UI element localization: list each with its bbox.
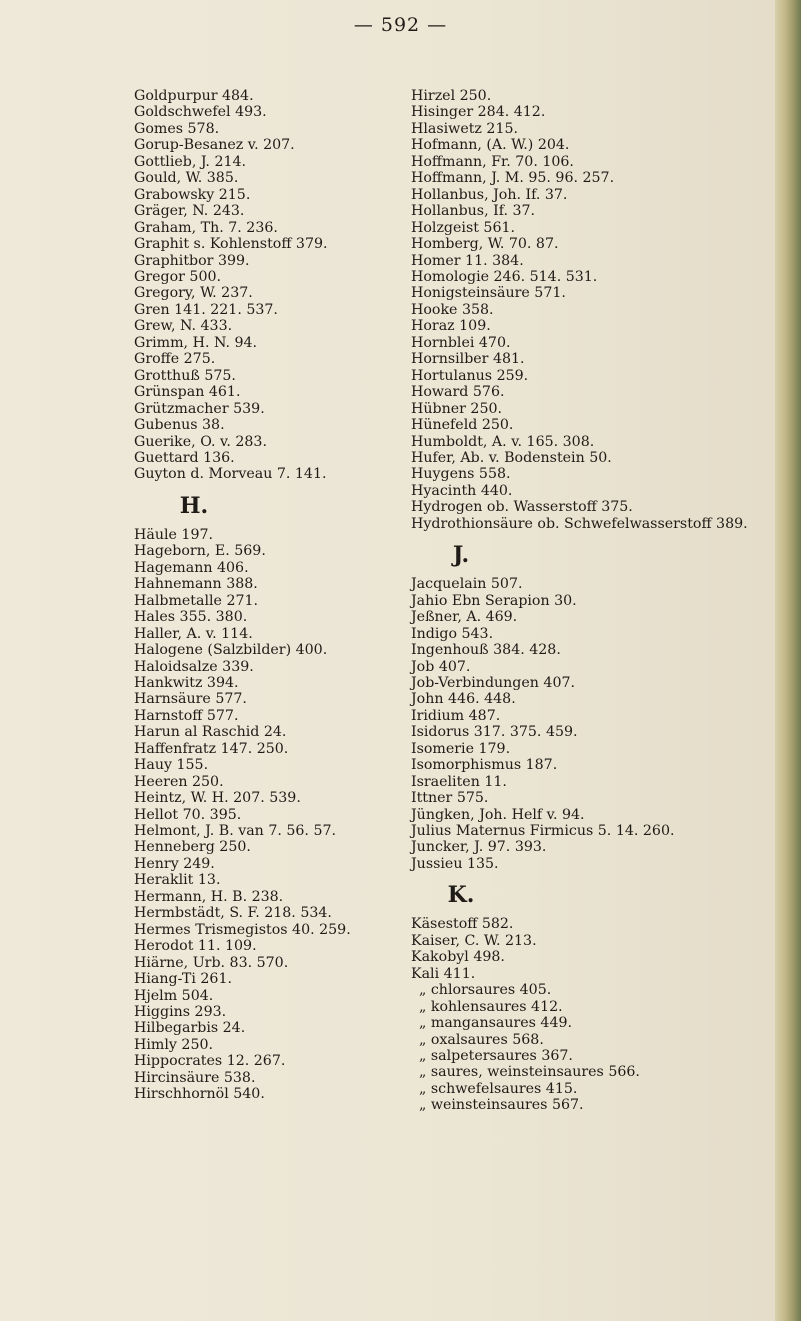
- index-entry: Homologie 246. 514. 531.: [411, 268, 598, 285]
- section-heading-h: H.: [179, 492, 209, 519]
- index-entry: John 446. 448.: [411, 691, 516, 708]
- index-entry: Hellot 70. 395.: [134, 806, 242, 823]
- index-entry: Gren 141. 221. 537.: [134, 301, 278, 318]
- index-entry: Halbmetalle 271.: [134, 592, 259, 609]
- index-entry: Hankwitz 394.: [134, 674, 239, 691]
- index-entry: Hermes Trismegistos 40. 259.: [134, 921, 351, 938]
- index-entry: Grotthuß 575.: [134, 367, 236, 384]
- index-entry: Harnsäure 577.: [134, 691, 247, 708]
- index-entry: Indigo 543.: [411, 625, 494, 642]
- index-entry: Homberg, W. 70. 87.: [411, 236, 559, 253]
- index-entry: Hauy 155.: [134, 757, 209, 774]
- index-entry: „ schwefelsaures 415.: [419, 1080, 578, 1097]
- index-entry: Julius Maternus Firmicus 5. 14. 260.: [411, 823, 675, 840]
- index-entry: Hortulanus 259.: [411, 367, 529, 384]
- index-entry: Hoffmann, J. M. 95. 96. 257.: [411, 170, 615, 187]
- index-entry: Hageborn, E. 569.: [134, 543, 266, 560]
- index-entry: Hircinsäure 538.: [134, 1069, 256, 1086]
- index-entry: Haloidsalze 339.: [134, 658, 254, 675]
- index-entry: Gorup-Besanez v. 207.: [134, 137, 295, 154]
- index-entry: Hermbstädt, S. F. 218. 534.: [134, 905, 332, 922]
- index-entry: Hagemann 406.: [134, 559, 249, 576]
- index-entry: Isidorus 317. 375. 459.: [411, 724, 578, 741]
- index-entry: Isomorphismus 187.: [411, 757, 558, 774]
- index-entry: „ oxalsaures 568.: [419, 1031, 544, 1048]
- index-entry: Hlasiwetz 215.: [411, 120, 519, 137]
- index-entry: Hooke 358.: [411, 301, 494, 318]
- index-entry: Jahio Ebn Serapion 30.: [411, 592, 577, 609]
- index-entry: Hornsilber 481.: [411, 351, 525, 368]
- index-entry: Heeren 250.: [134, 773, 224, 790]
- index-entry: Hales 355. 380.: [134, 609, 248, 626]
- index-entry: Hoffmann, Fr. 70. 106.: [411, 153, 574, 170]
- index-entry: Job 407.: [411, 658, 471, 675]
- index-entry: Goldpurpur 484.: [134, 88, 254, 104]
- index-entry: Isomerie 179.: [411, 740, 511, 757]
- page-number: — 592 —: [353, 14, 448, 36]
- index-entry: Job-Verbindungen 407.: [411, 674, 576, 691]
- index-block-j: [411, 576, 791, 872]
- index-entry: Häule 197.: [134, 526, 214, 543]
- index-entry: Gubenus 38.: [134, 417, 225, 434]
- index-entry: Grew, N. 433.: [134, 318, 233, 335]
- index-entry: Hirschhornöl 540.: [134, 1086, 265, 1103]
- index-entry: Haller, A. v. 114.: [134, 625, 253, 642]
- index-entry: Grützmacher 539.: [134, 400, 265, 417]
- index-block-h-continued: [411, 88, 791, 532]
- index-entry: Graphitbor 399.: [134, 252, 250, 269]
- index-entry: Groffe 275.: [134, 351, 216, 368]
- index-entry: Graham, Th. 7. 236.: [134, 219, 278, 236]
- index-entry: Graphit s. Kohlenstoff 379.: [134, 236, 328, 253]
- index-entry: Higgins 293.: [134, 1004, 227, 1021]
- index-entry: Harun al Raschid 24.: [134, 724, 287, 741]
- index-entry: Harnstoff 577.: [134, 707, 239, 724]
- index-entry: Hydrothionsäure ob. Schwefelwasserstoff 389.: [411, 515, 748, 532]
- index-entry: Homer 11. 384.: [411, 252, 524, 269]
- index-entry: Hyacinth 440.: [411, 482, 513, 499]
- index-entry: Horaz 109.: [411, 318, 491, 335]
- index-entry: „ weinsteinsaures 567.: [419, 1097, 584, 1114]
- index-entry: Hiang-Ti 261.: [134, 971, 232, 988]
- index-entry: Hydrogen ob. Wasserstoff 375.: [411, 499, 633, 516]
- index-block-g: [134, 88, 434, 483]
- index-entry: Goldschwefel 493.: [134, 104, 267, 121]
- index-entry: Hübner 250.: [411, 400, 503, 417]
- section-heading-j: J.: [452, 542, 470, 569]
- index-entry: Jacquelain 507.: [411, 576, 523, 593]
- index-entry: Hufer, Ab. v. Bodenstein 50.: [411, 449, 612, 466]
- index-entry: Hermann, H. B. 238.: [134, 888, 284, 905]
- index-entry: Israeliten 11.: [411, 773, 507, 790]
- index-entry: Henneberg 250.: [134, 839, 251, 856]
- index-entry: Hollanbus, Joh. If. 37.: [411, 186, 568, 203]
- index-entry: Jeßner, A. 469.: [411, 609, 518, 626]
- index-entry: „ chlorsaures 405.: [419, 982, 552, 999]
- index-block-k-sub: [411, 982, 791, 1114]
- index-entry: „ saures, weinsteinsaures 566.: [419, 1064, 640, 1081]
- index-entry: Kali 411.: [411, 965, 476, 982]
- index-entry: Käsestoff 582.: [411, 916, 514, 933]
- index-entry: Henry 249.: [134, 855, 215, 872]
- index-entry: Grünspan 461.: [134, 384, 241, 401]
- index-entry: Honigsteinsäure 571.: [411, 285, 566, 302]
- index-entry: Herodot 11. 109.: [134, 938, 257, 955]
- index-entry: Gould, W. 385.: [134, 170, 239, 187]
- index-entry: Kaiser, C. W. 213.: [411, 932, 537, 949]
- index-entry: Ingenhouß 384. 428.: [411, 642, 561, 659]
- index-entry: Jüngken, Joh. Helf v. 94.: [411, 806, 585, 823]
- index-entry: „ mangansaures 449.: [419, 1015, 573, 1032]
- index-block-k: [411, 916, 791, 982]
- index-entry: Himly 250.: [134, 1036, 214, 1053]
- index-entry: Gräger, N. 243.: [134, 203, 245, 220]
- index-entry: Howard 576.: [411, 384, 505, 401]
- index-entry: Hornblei 470.: [411, 334, 511, 351]
- index-entry: Gregory, W. 237.: [134, 285, 253, 302]
- index-column-right: [411, 88, 791, 1114]
- index-entry: Hirzel 250.: [411, 88, 492, 104]
- index-entry: Hofmann, (A. W.) 204.: [411, 137, 570, 154]
- index-entry: Grimm, H. N. 94.: [134, 334, 258, 351]
- index-block-h: [134, 527, 434, 1103]
- index-entry: Heintz, W. H. 207. 539.: [134, 790, 301, 807]
- index-entry: Juncker, J. 97. 393.: [411, 839, 547, 856]
- index-entry: Hjelm 504.: [134, 987, 214, 1004]
- index-entry: Jussieu 135.: [411, 855, 499, 872]
- index-entry: Guerike, O. v. 283.: [134, 433, 267, 450]
- section-heading-k: K.: [447, 882, 475, 909]
- index-entry: Hippocrates 12. 267.: [134, 1053, 286, 1070]
- index-entry: Iridium 487.: [411, 707, 501, 724]
- index-entry: Guyton d. Morveau 7. 141.: [134, 466, 327, 483]
- index-entry: Heraklit 13.: [134, 872, 221, 889]
- index-entry: Halogene (Salzbilder) 400.: [134, 642, 328, 659]
- index-entry: Gomes 578.: [134, 120, 220, 137]
- index-entry: Hahnemann 388.: [134, 576, 258, 593]
- index-entry: „ kohlensaures 412.: [419, 998, 563, 1015]
- index-entry: Hilbegarbis 24.: [134, 1020, 246, 1037]
- index-entry: Holzgeist 561.: [411, 219, 516, 236]
- index-entry: Hisinger 284. 412.: [411, 104, 546, 121]
- index-entry: Hünefeld 250.: [411, 417, 514, 434]
- index-entry: Humboldt, A. v. 165. 308.: [411, 433, 595, 450]
- index-entry: Ittner 575.: [411, 790, 489, 807]
- index-entry: Hollanbus, If. 37.: [411, 203, 536, 220]
- index-entry: „ salpetersaures 367.: [419, 1048, 573, 1065]
- index-entry: Gregor 500.: [134, 268, 222, 285]
- index-entry: Grabowsky 215.: [134, 186, 251, 203]
- index-entry: Helmont, J. B. van 7. 56. 57.: [134, 823, 337, 840]
- index-entry: Kakobyl 498.: [411, 949, 505, 966]
- index-column-left: [134, 88, 434, 1103]
- index-entry: Haffenfratz 147. 250.: [134, 740, 289, 757]
- index-entry: Huygens 558.: [411, 466, 511, 483]
- index-entry: Guettard 136.: [134, 449, 235, 466]
- index-entry: Hiärne, Urb. 83. 570.: [134, 954, 289, 971]
- index-entry: Gottlieb, J. 214.: [134, 153, 247, 170]
